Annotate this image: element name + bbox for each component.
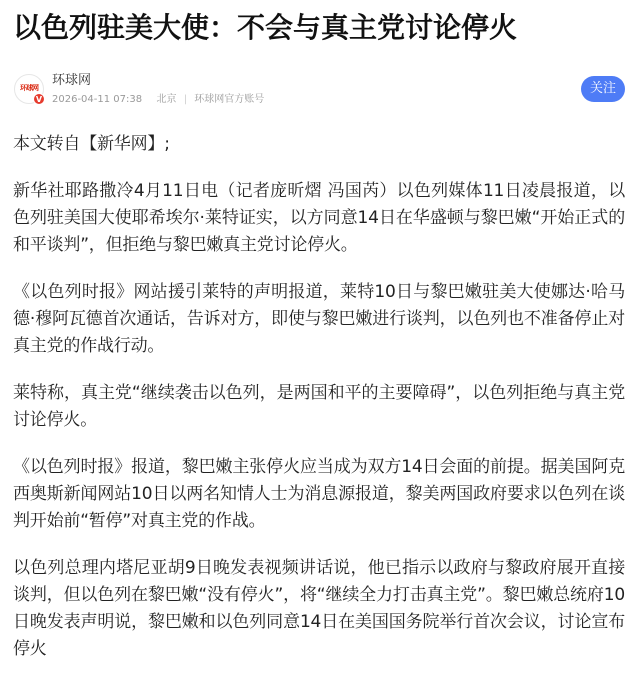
article-body — [13, 131, 625, 683]
post-meta — [52, 93, 264, 107]
author-name[interactable]: 环球网 — [52, 73, 92, 88]
paragraph: 以色列总理内塔尼亚胡9日晚发表视频讲话说，他已指示以政府与黎政府展开直接谈判，但以色列在黎巴嫩“没有停火”，将“继续全力打击真主党”。黎巴嫩总统府10日晚发表声明说，黎巴嫩和以色列同意14日在美国国务院举行首次会议，讨论宣布停火 — [13, 558, 625, 659]
publish-location: 北京 — [156, 94, 177, 105]
author-avatar[interactable] — [14, 74, 44, 104]
meta-separator: | — [183, 94, 188, 105]
publish-date: 2026-04-11 07:38 — [52, 94, 143, 105]
paragraph: 新华社耶路撒冷4月11日电（记者庞昕熠 冯国芮）以色列媒体11日凌晨报道，以色列驻美国大使耶希埃尔·莱特证实，以方同意14日在华盛顿与黎巴嫩“开始正式的和平谈判”，但拒绝与黎巴嫩真主党讨论停火。 — [13, 181, 625, 255]
verified-badge-icon: V — [33, 93, 45, 105]
follow-button[interactable]: 关注 — [581, 76, 625, 102]
account-type: 环球网官方账号 — [194, 94, 265, 105]
huanqiu-logo-icon: 环球网 — [20, 84, 38, 92]
author-row — [14, 70, 626, 110]
paragraph: 《以色列时报》报道，黎巴嫩主张停火应当成为双方14日会面的前提。据美国阿克西奥斯新闻网站10日以两名知情人士为消息源报道，黎美两国政府要求以色列在谈判开始前“暂停”对真主党的作战。 — [13, 457, 625, 531]
paragraph: 《以色列时报》网站援引莱特的声明报道，莱特10日与黎巴嫩驻美大使娜达·哈马德·穆阿瓦德首次通话，告诉对方，即使与黎巴嫩进行谈判，以色列也不准备停止对真主党的作战行动。 — [13, 282, 625, 356]
paragraph: 本文转自【新华网】; — [13, 134, 170, 154]
paragraph: 莱特称，真主党“继续袭击以色列，是两国和平的主要障碍”，以色列拒绝与真主党讨论停火。 — [13, 383, 625, 430]
article-title: 以色列驻美大使：不会与真主党讨论停火 — [13, 11, 518, 44]
